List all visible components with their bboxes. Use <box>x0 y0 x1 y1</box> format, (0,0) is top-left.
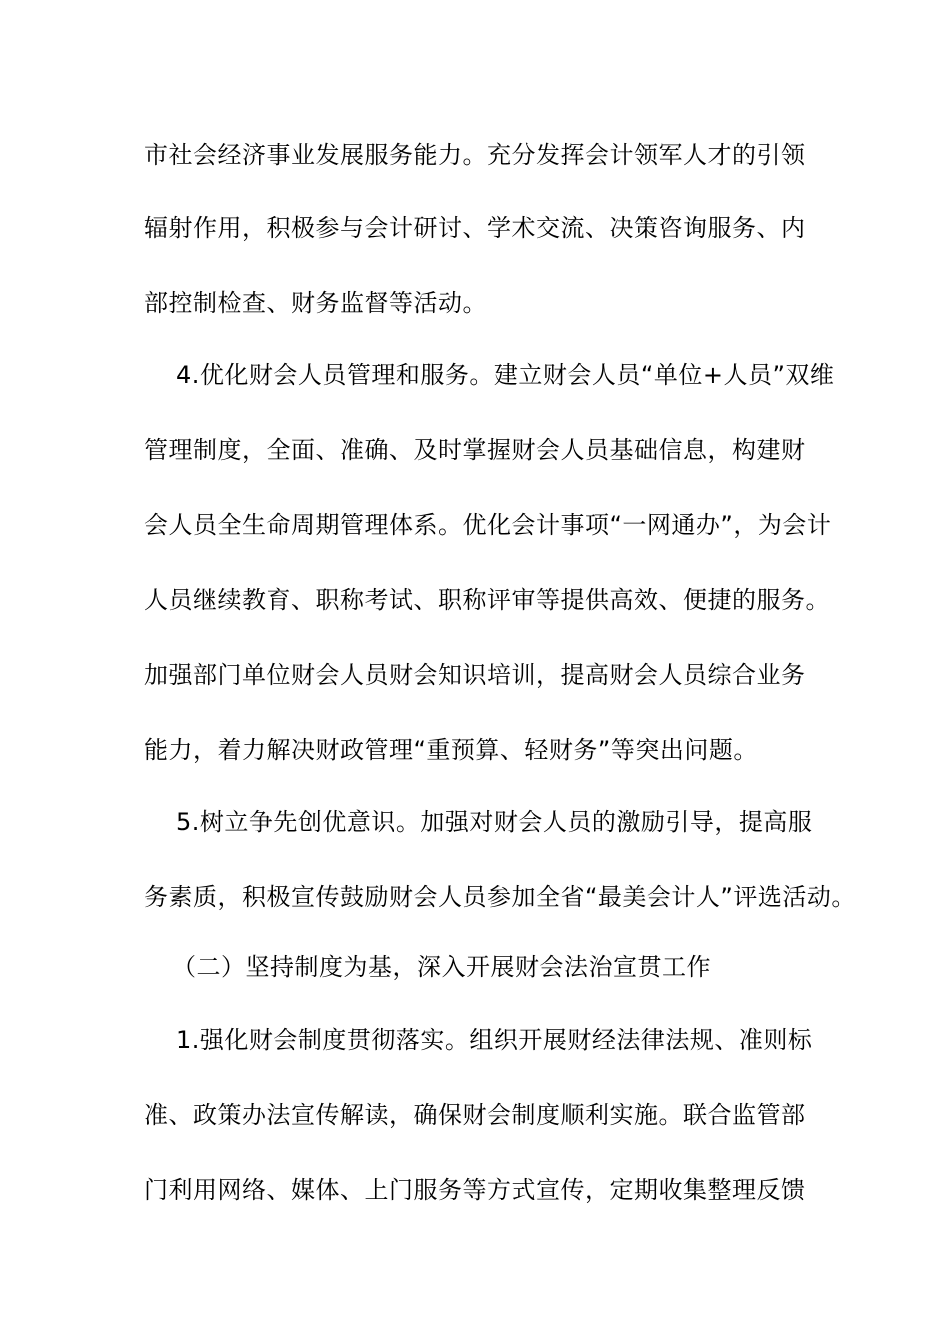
text-line: 务素质，积极宣传鼓励财会人员参加全省“最美会计人”评选活动。 <box>144 883 856 911</box>
text-line: 准、政策办法宣传解读，确保财会制度顺利实施。联合监管部 <box>144 1101 806 1129</box>
text-line: 门利用网络、媒体、上门服务等方式宣传，定期收集整理反馈 <box>144 1176 806 1204</box>
text-line: 人员继续教育、职称考试、职称评审等提供高效、便捷的服务。 <box>144 586 830 614</box>
text-line: 会人员全生命周期管理体系。优化会计事项“一网通办”，为会计 <box>144 511 832 539</box>
paragraph-1-start: 1.强化财会制度贯彻落实。组织开展财经法律法规、准则标 <box>176 1026 813 1054</box>
text-line: 能力，着力解决财政管理“重预算、轻财务”等突出问题。 <box>144 736 758 764</box>
text-line: 部控制检查、财务监督等活动。 <box>144 289 487 317</box>
paragraph-4-start: 4.优化财会人员管理和服务。建立财会人员“单位+人员”双维 <box>176 361 835 389</box>
paragraph-5-start: 5.树立争先创优意识。加强对财会人员的激励引导，提高服 <box>176 808 813 836</box>
text-line: 市社会经济事业发展服务能力。充分发挥会计领军人才的引领 <box>144 141 806 169</box>
text-line: 加强部门单位财会人员财会知识培训，提高财会人员综合业务 <box>144 661 806 689</box>
section-heading: （二）坚持制度为基，深入开展财会法治宣贯工作 <box>172 953 711 981</box>
text-line: 管理制度，全面、准确、及时掌握财会人员基础信息，构建财 <box>144 436 806 464</box>
text-line: 辐射作用，积极参与会计研讨、学术交流、决策咨询服务、内 <box>144 214 806 242</box>
